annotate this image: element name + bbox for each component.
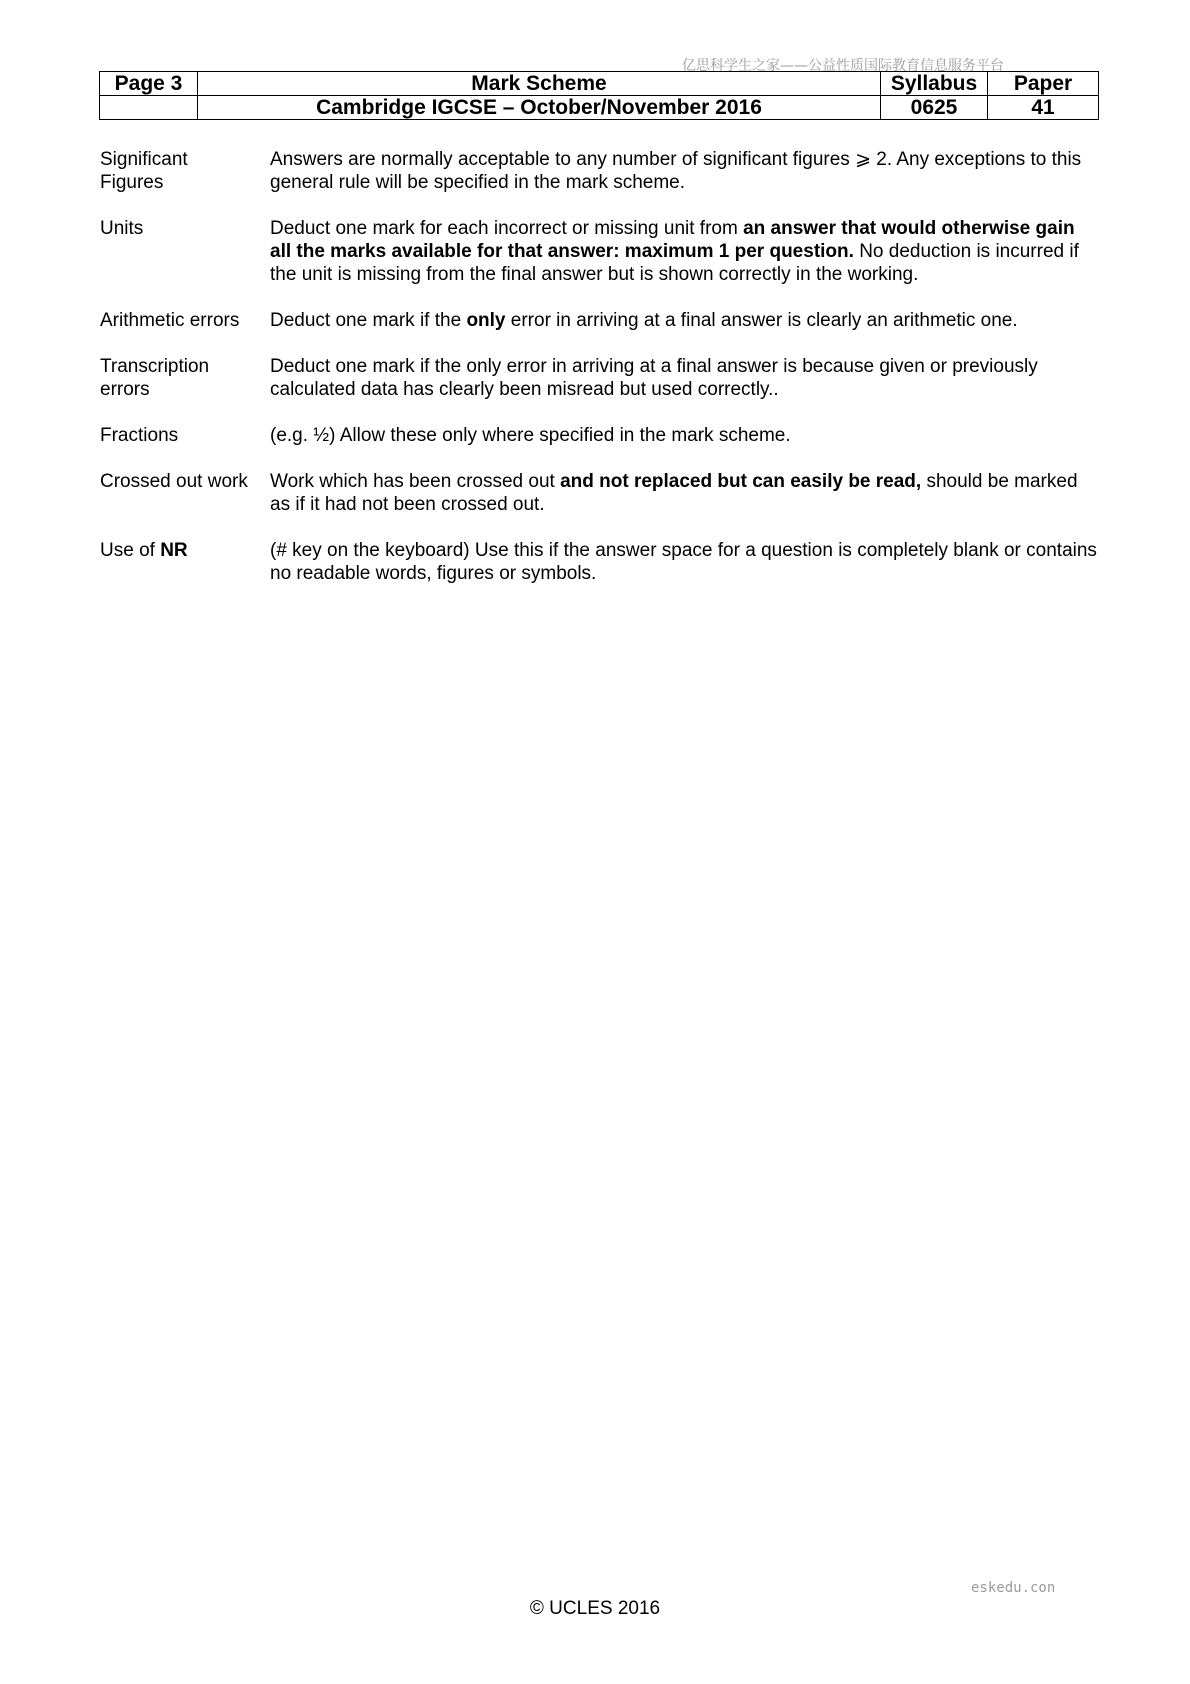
rule-label	[100, 148, 270, 194]
paper-number: 41	[988, 96, 1099, 120]
rule-text-part: Deduct one mark for each incorrect or missing unit from	[270, 218, 744, 239]
rule-label: Fractions	[100, 425, 179, 446]
blank-cell	[100, 96, 198, 120]
rule-use-of-nr	[100, 539, 1100, 585]
rule-significant-figures	[100, 148, 1100, 194]
rule-text: (e.g. ½) Allow these only where specified in the mark scheme.	[270, 425, 791, 446]
rule-label-part: Use of	[100, 540, 161, 561]
rule-text-emphasis: an answer that would otherwise gain all the marks available for that answer: maximum 1 per question.	[270, 218, 1075, 262]
rule-crossed-out-work	[100, 470, 1100, 516]
rule-text-part: error in arriving at a final answer is clearly an arithmetic one.	[505, 310, 1018, 331]
rule-text-part: Work which has been crossed out	[270, 471, 561, 492]
syllabus-label: Syllabus	[881, 72, 988, 96]
rule-text: (# key on the keyboard) Use this if the answer space for a question is completely blank or contains no readable words, figures or symbols.	[270, 540, 1097, 584]
rule-text-emphasis: and not replaced but can easily be read,	[560, 471, 922, 492]
rule-text: Deduct one mark if the only error in arriving at a final answer is because given or previously calculated data has clearly been misread but used correctly..	[270, 356, 1038, 400]
rule-label-line: Figures	[100, 172, 164, 193]
paper-label: Paper	[988, 72, 1099, 96]
watermark-bottom: eskedu.con	[971, 1580, 1056, 1596]
watermark-top: 亿思科学生之家——公益性质国际教育信息服务平台	[682, 58, 1004, 74]
rule-text	[270, 217, 1100, 286]
rule-label-line: Significant	[100, 149, 188, 170]
rule-label	[100, 355, 270, 401]
marking-rules	[100, 148, 1100, 608]
syllabus-code: 0625	[881, 96, 988, 120]
rule-arithmetic-errors	[100, 309, 1100, 332]
rule-fractions	[100, 424, 1100, 447]
header-row-1	[100, 72, 1099, 96]
copyright-footer: © UCLES 2016	[529, 1598, 661, 1619]
rule-units	[100, 217, 1100, 286]
page-number: Page 3	[100, 72, 198, 96]
rule-label: Crossed out work	[100, 471, 248, 492]
rule-text: Answers are normally acceptable to any number of significant figures ⩾ 2. Any exceptions to this general rule will be specified in the mark scheme.	[270, 149, 1082, 193]
rule-text-part: should be marked as if it had not been crossed out.	[270, 471, 1078, 515]
rule-text	[270, 309, 1100, 332]
rule-label-line: errors	[100, 379, 150, 400]
rule-transcription-errors	[100, 355, 1100, 401]
rule-label-line: Transcription	[100, 356, 210, 377]
rule-text-emphasis: only	[466, 310, 506, 331]
rule-label	[100, 539, 270, 585]
rule-label: Arithmetic errors	[100, 310, 240, 331]
document-title: Mark Scheme	[198, 72, 881, 96]
rule-text-part: Deduct one mark if the	[270, 310, 467, 331]
document-subtitle: Cambridge IGCSE – October/November 2016	[198, 96, 881, 120]
header-row-2	[100, 96, 1099, 120]
rule-label: Units	[100, 218, 144, 239]
header-table	[99, 71, 1099, 120]
rule-text	[270, 470, 1100, 516]
rule-label-emphasis: NR	[160, 540, 188, 561]
rule-text-part: No deduction is incurred if the unit is missing from the final answer but is shown correctly in the working.	[270, 241, 1079, 285]
